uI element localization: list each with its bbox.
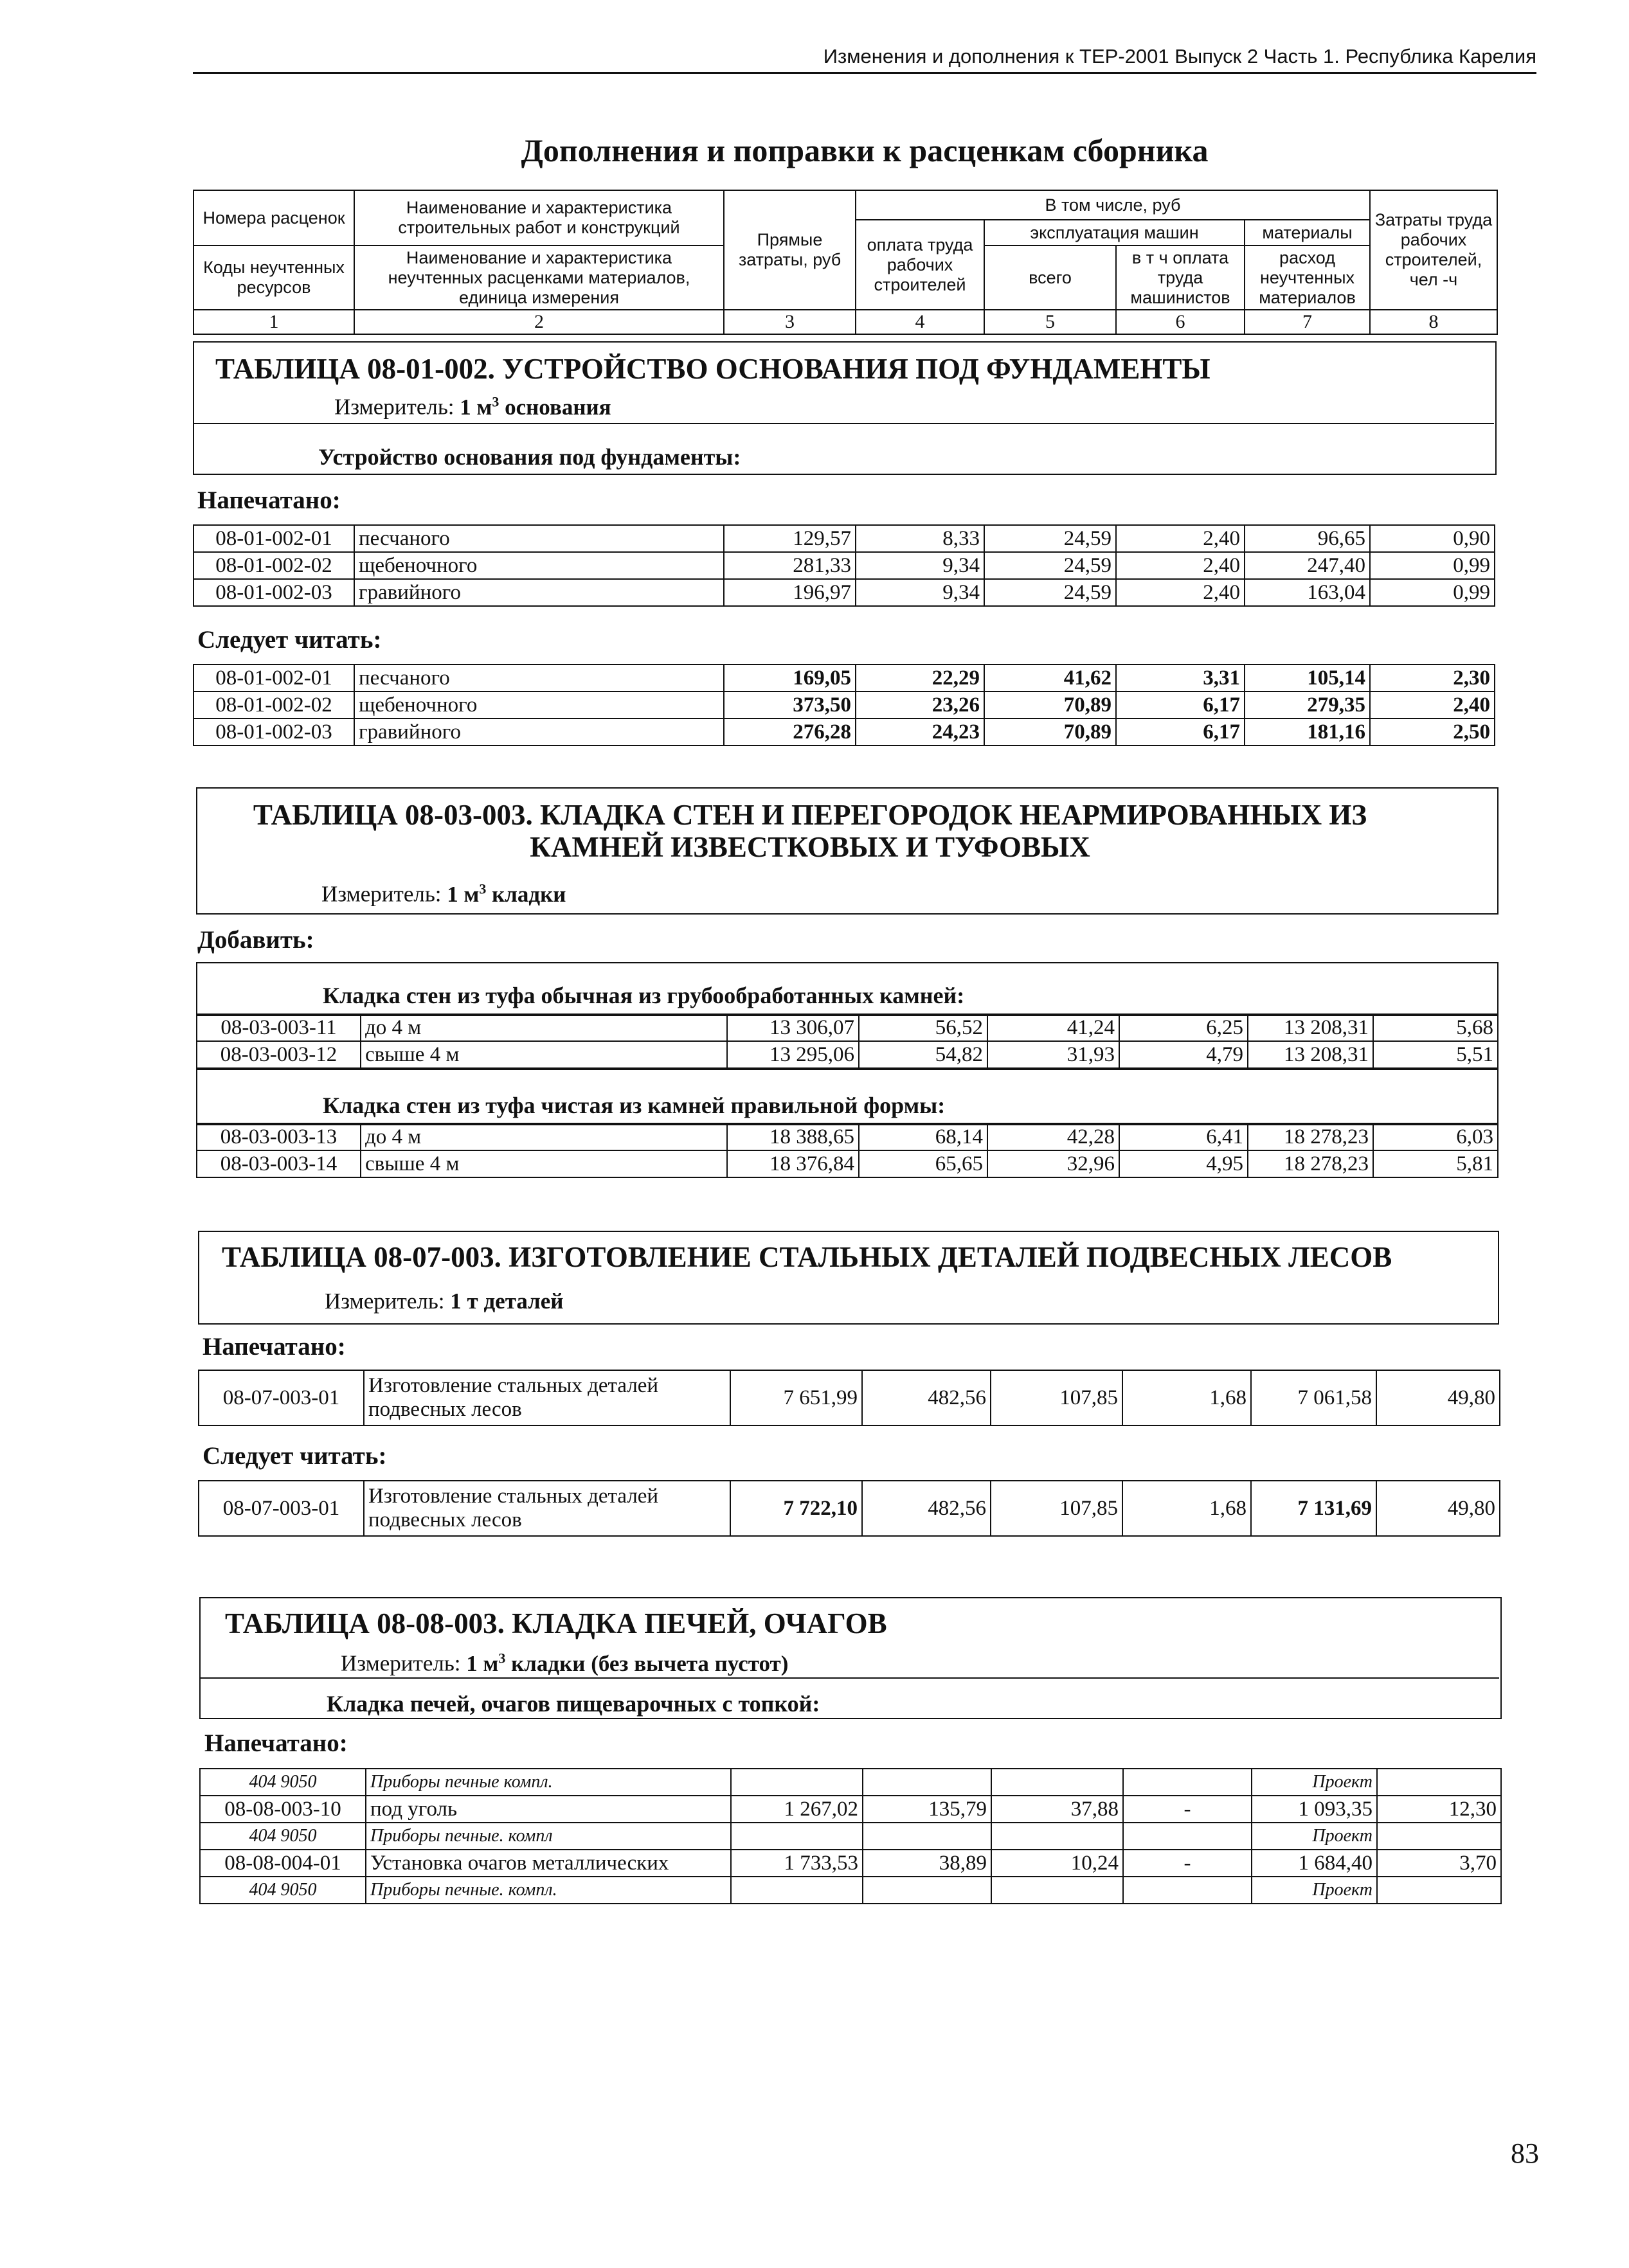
cell: 9,34	[856, 552, 984, 579]
table-row	[194, 692, 1495, 719]
table-row	[200, 1769, 1501, 1796]
cell: 10,24	[991, 1850, 1123, 1877]
cell	[731, 1877, 863, 1904]
table-08-07-003-printed	[198, 1370, 1500, 1426]
cell: 68,14	[859, 1123, 987, 1150]
table-row	[200, 1823, 1501, 1850]
cell: свыше 4 м	[361, 1150, 727, 1177]
header-group: В том числе, руб	[856, 190, 1370, 220]
section-08-01-002-measure: Измеритель: 1 $м^3$ основания	[334, 393, 611, 420]
cell: до 4 м	[361, 1123, 727, 1150]
cell: 08-07-003-01	[199, 1481, 364, 1536]
cell	[991, 1823, 1123, 1850]
header-col2-top: Наименование и характеристика строительных работ и конструкций	[354, 190, 724, 246]
cell: 18 388,65	[727, 1123, 859, 1150]
cell: 281,33	[724, 552, 856, 579]
cell: Проект	[1252, 1877, 1377, 1904]
section-08-08-003-measure: Измеритель: 1 $м^3$ кладки (без вычета пустот)	[341, 1650, 789, 1676]
cell: 5,81	[1373, 1150, 1498, 1177]
cell: 0,90	[1370, 525, 1495, 552]
cell: 24,59	[984, 579, 1116, 606]
section-08-03-003-title: ТАБЛИЦА 08-03-003. КЛАДКА СТЕН И ПЕРЕГОРОДОК НЕАРМИРОВАННЫХ ИЗ КАМНЕЙ ИЗВЕСТКОВЫХ И ТУФОВЫХ	[253, 799, 1367, 863]
cell: 18 278,23	[1248, 1123, 1373, 1150]
cell: 6,25	[1119, 1014, 1248, 1041]
printed-label: Напечатано:	[197, 487, 341, 514]
cell: 276,28	[724, 719, 856, 746]
header-number: 1	[194, 310, 354, 334]
table-row	[200, 1877, 1501, 1904]
cell	[1377, 1877, 1501, 1904]
cell: 482,56	[862, 1370, 991, 1425]
table-row	[199, 1481, 1500, 1536]
header-number: 3	[724, 310, 856, 334]
cell: 1 093,35	[1252, 1796, 1377, 1823]
cell: 0,99	[1370, 552, 1495, 579]
header-col6: в т ч оплата труда машинистов	[1116, 246, 1245, 310]
header-number: 8	[1370, 310, 1497, 334]
cell: 08-01-002-01	[194, 525, 354, 552]
cell: 32,96	[987, 1150, 1119, 1177]
page-number: 83	[1511, 2138, 1539, 2169]
cell: 1,68	[1122, 1481, 1251, 1536]
cell: 08-01-002-01	[194, 665, 354, 692]
cell: 6,17	[1116, 719, 1245, 746]
cell: 54,82	[859, 1041, 987, 1068]
cell: 2,40	[1116, 579, 1245, 606]
cell: 13 295,06	[727, 1041, 859, 1068]
header-col1-top: Номера расценок	[194, 190, 354, 246]
table-row	[197, 1041, 1498, 1068]
table-row	[197, 1123, 1498, 1150]
table-08-03-003-rows-1	[196, 1013, 1498, 1069]
cell: 279,35	[1245, 692, 1370, 719]
header-col8: Затраты труда рабочих строителей, чел -ч	[1370, 190, 1497, 310]
header-col2-bottom: Наименование и характеристика неучтенных расценками материалов, единица измерения	[354, 246, 724, 310]
cell	[863, 1769, 991, 1796]
table-row	[200, 1850, 1501, 1877]
cell: 2,40	[1370, 692, 1495, 719]
cell	[991, 1877, 1123, 1904]
cell	[991, 1769, 1123, 1796]
cell: гравийного	[354, 579, 724, 606]
section-08-01-002-divider	[193, 423, 1494, 424]
cell: 7 651,99	[730, 1370, 862, 1425]
cell: песчаного	[354, 665, 724, 692]
cell: Проект	[1252, 1769, 1377, 1796]
column-header-table	[193, 190, 1498, 335]
cell: 196,97	[724, 579, 856, 606]
cell: свыше 4 м	[361, 1041, 727, 1068]
cell	[1377, 1823, 1501, 1850]
cell: до 4 м	[361, 1014, 727, 1041]
cell: 107,85	[991, 1481, 1122, 1536]
cell: 96,65	[1245, 525, 1370, 552]
header-number: 4	[856, 310, 984, 334]
cell: 41,62	[984, 665, 1116, 692]
add-label: Добавить:	[197, 926, 314, 954]
table-08-01-002-correct	[193, 664, 1495, 746]
cell: 49,80	[1376, 1370, 1500, 1425]
cell: 4,79	[1119, 1041, 1248, 1068]
table-row	[194, 552, 1495, 579]
header-col5: всего	[984, 246, 1116, 310]
cell: 41,24	[987, 1014, 1119, 1041]
cell	[731, 1823, 863, 1850]
cell: 107,85	[991, 1370, 1122, 1425]
cell: 4,95	[1119, 1150, 1248, 1177]
cell: 24,59	[984, 525, 1116, 552]
header-number: 5	[984, 310, 1116, 334]
header-materials: материалы	[1245, 220, 1370, 246]
cell: 181,16	[1245, 719, 1370, 746]
header-col4: оплата труда рабочих строителей	[856, 220, 984, 310]
cell: 38,89	[863, 1850, 991, 1877]
cell: 1 733,53	[731, 1850, 863, 1877]
cell: 24,23	[856, 719, 984, 746]
cell: 08-01-002-03	[194, 719, 354, 746]
table-row	[194, 525, 1495, 552]
section-08-08-003-subhead: Кладка печей, очагов пищеварочных с топкой:	[327, 1691, 820, 1717]
cell: 6,03	[1373, 1123, 1498, 1150]
cell: 163,04	[1245, 579, 1370, 606]
section-08-08-003-divider	[199, 1677, 1499, 1679]
cell: 37,88	[991, 1796, 1123, 1823]
cell: 404 9050	[200, 1877, 366, 1904]
printed-label: Напечатано:	[203, 1333, 346, 1361]
header-col7: расход неучтенных материалов	[1245, 246, 1370, 310]
cell: под уголь	[366, 1796, 731, 1823]
section-08-03-003-measure: Измеритель: 1 $м^3$ кладки	[321, 880, 566, 907]
cell: 2,50	[1370, 719, 1495, 746]
cell: 18 278,23	[1248, 1150, 1373, 1177]
cell: 3,31	[1116, 665, 1245, 692]
section-08-01-002-title: ТАБЛИЦА 08-01-002. УСТРОЙСТВО ОСНОВАНИЯ ПОД ФУНДАМЕНТЫ	[215, 353, 1210, 385]
cell	[1123, 1877, 1252, 1904]
cell: 13 306,07	[727, 1014, 859, 1041]
cell: 169,05	[724, 665, 856, 692]
running-header: Изменения и дополнения к ТЕР-2001 Выпуск 2 Часть 1. Республика Карелия	[193, 45, 1536, 74]
cell: 22,29	[856, 665, 984, 692]
cell: 404 9050	[200, 1823, 366, 1850]
cell: 6,41	[1119, 1123, 1248, 1150]
printed-label: Напечатано:	[204, 1729, 348, 1757]
cell: 3,70	[1377, 1850, 1501, 1877]
cell: 2,30	[1370, 665, 1495, 692]
cell	[863, 1823, 991, 1850]
cell: 13 208,31	[1248, 1041, 1373, 1068]
cell: 105,14	[1245, 665, 1370, 692]
cell: 0,99	[1370, 579, 1495, 606]
cell: 404 9050	[200, 1769, 366, 1796]
header-col3: Прямые затраты, руб	[724, 190, 856, 310]
cell: 129,57	[724, 525, 856, 552]
cell: Приборы печные. компл	[366, 1823, 731, 1850]
cell	[1123, 1823, 1252, 1850]
cell: Приборы печные компл.	[366, 1769, 731, 1796]
cell: 08-03-003-13	[197, 1123, 361, 1150]
cell: Изготовление стальных деталей подвесных лесов	[364, 1370, 730, 1425]
table-row	[197, 1150, 1498, 1177]
cell: 2,40	[1116, 552, 1245, 579]
table-08-08-003-printed	[199, 1768, 1502, 1904]
cell: 9,34	[856, 579, 984, 606]
cell: 5,68	[1373, 1014, 1498, 1041]
document-title: Дополнения и поправки к расценкам сборника	[521, 132, 1209, 168]
table-08-01-002-printed	[193, 524, 1495, 607]
cell: Установка очагов металлических	[366, 1850, 731, 1877]
cell: 7 131,69	[1251, 1481, 1376, 1536]
cell: щебеночного	[354, 692, 724, 719]
correct-label: Следует читать:	[197, 626, 382, 654]
cell: 482,56	[862, 1481, 991, 1536]
cell: песчаного	[354, 525, 724, 552]
cell: 08-03-003-14	[197, 1150, 361, 1177]
cell: 65,65	[859, 1150, 987, 1177]
table-row	[199, 1370, 1500, 1425]
header-number: 2	[354, 310, 724, 334]
cell: 13 208,31	[1248, 1014, 1373, 1041]
cell: щебеночного	[354, 552, 724, 579]
header-number: 7	[1245, 310, 1370, 334]
section-08-07-003-title: ТАБЛИЦА 08-07-003. ИЗГОТОВЛЕНИЕ СТАЛЬНЫХ ДЕТАЛЕЙ ПОДВЕСНЫХ ЛЕСОВ	[222, 1241, 1392, 1273]
cell: 56,52	[859, 1014, 987, 1041]
cell: 70,89	[984, 692, 1116, 719]
cell: 08-08-004-01	[200, 1850, 366, 1877]
table-08-03-003-rows-2	[196, 1123, 1498, 1178]
cell: 18 376,84	[727, 1150, 859, 1177]
cell: гравийного	[354, 719, 724, 746]
correct-label: Следует читать:	[203, 1442, 387, 1470]
header-machines: эксплуатация машин	[984, 220, 1245, 246]
cell: 7 061,58	[1251, 1370, 1376, 1425]
cell: 5,51	[1373, 1041, 1498, 1068]
section-08-08-003-title: ТАБЛИЦА 08-08-003. КЛАДКА ПЕЧЕЙ, ОЧАГОВ	[225, 1607, 887, 1639]
cell: 08-01-002-02	[194, 692, 354, 719]
cell: 7 722,10	[730, 1481, 862, 1536]
table-row	[200, 1796, 1501, 1823]
cell: 70,89	[984, 719, 1116, 746]
cell: 2,40	[1116, 525, 1245, 552]
header-number: 6	[1116, 310, 1245, 334]
cell	[731, 1769, 863, 1796]
table-row	[194, 719, 1495, 746]
cell: -	[1123, 1796, 1252, 1823]
cell: 1,68	[1122, 1370, 1251, 1425]
cell: 24,59	[984, 552, 1116, 579]
cell: 135,79	[863, 1796, 991, 1823]
cell: 23,26	[856, 692, 984, 719]
section-08-07-003-measure: Измеритель: 1 т деталей	[325, 1289, 564, 1314]
table-row	[194, 579, 1495, 606]
cell: 373,50	[724, 692, 856, 719]
cell: 49,80	[1376, 1481, 1500, 1536]
cell: 08-01-002-02	[194, 552, 354, 579]
section-08-03-003-subhead-2: Кладка стен из туфа чистая из камней правильной формы:	[323, 1093, 946, 1118]
cell: 247,40	[1245, 552, 1370, 579]
cell: 1 684,40	[1252, 1850, 1377, 1877]
cell: 08-03-003-12	[197, 1041, 361, 1068]
cell	[1123, 1769, 1252, 1796]
cell: 08-01-002-03	[194, 579, 354, 606]
cell: 08-03-003-11	[197, 1014, 361, 1041]
cell: 6,17	[1116, 692, 1245, 719]
section-08-01-002-subhead: Устройство основания под фундаменты:	[318, 444, 741, 470]
section-08-03-003-subhead-1: Кладка стен из туфа обычная из грубообработанных камней:	[323, 983, 965, 1008]
cell: 42,28	[987, 1123, 1119, 1150]
cell	[1377, 1769, 1501, 1796]
table-row	[197, 1014, 1498, 1041]
cell: Изготовление стальных деталей подвесных лесов	[364, 1481, 730, 1536]
cell: 08-08-003-10	[200, 1796, 366, 1823]
table-08-07-003-correct	[198, 1480, 1500, 1537]
cell: 1 267,02	[731, 1796, 863, 1823]
cell: -	[1123, 1850, 1252, 1877]
cell: 08-07-003-01	[199, 1370, 364, 1425]
cell	[863, 1877, 991, 1904]
table-row	[194, 665, 1495, 692]
cell: 8,33	[856, 525, 984, 552]
cell: 31,93	[987, 1041, 1119, 1068]
cell: Проект	[1252, 1823, 1377, 1850]
cell: Приборы печные. компл.	[366, 1877, 731, 1904]
header-col1-bottom: Коды неучтенных ресурсов	[194, 246, 354, 310]
cell: 12,30	[1377, 1796, 1501, 1823]
